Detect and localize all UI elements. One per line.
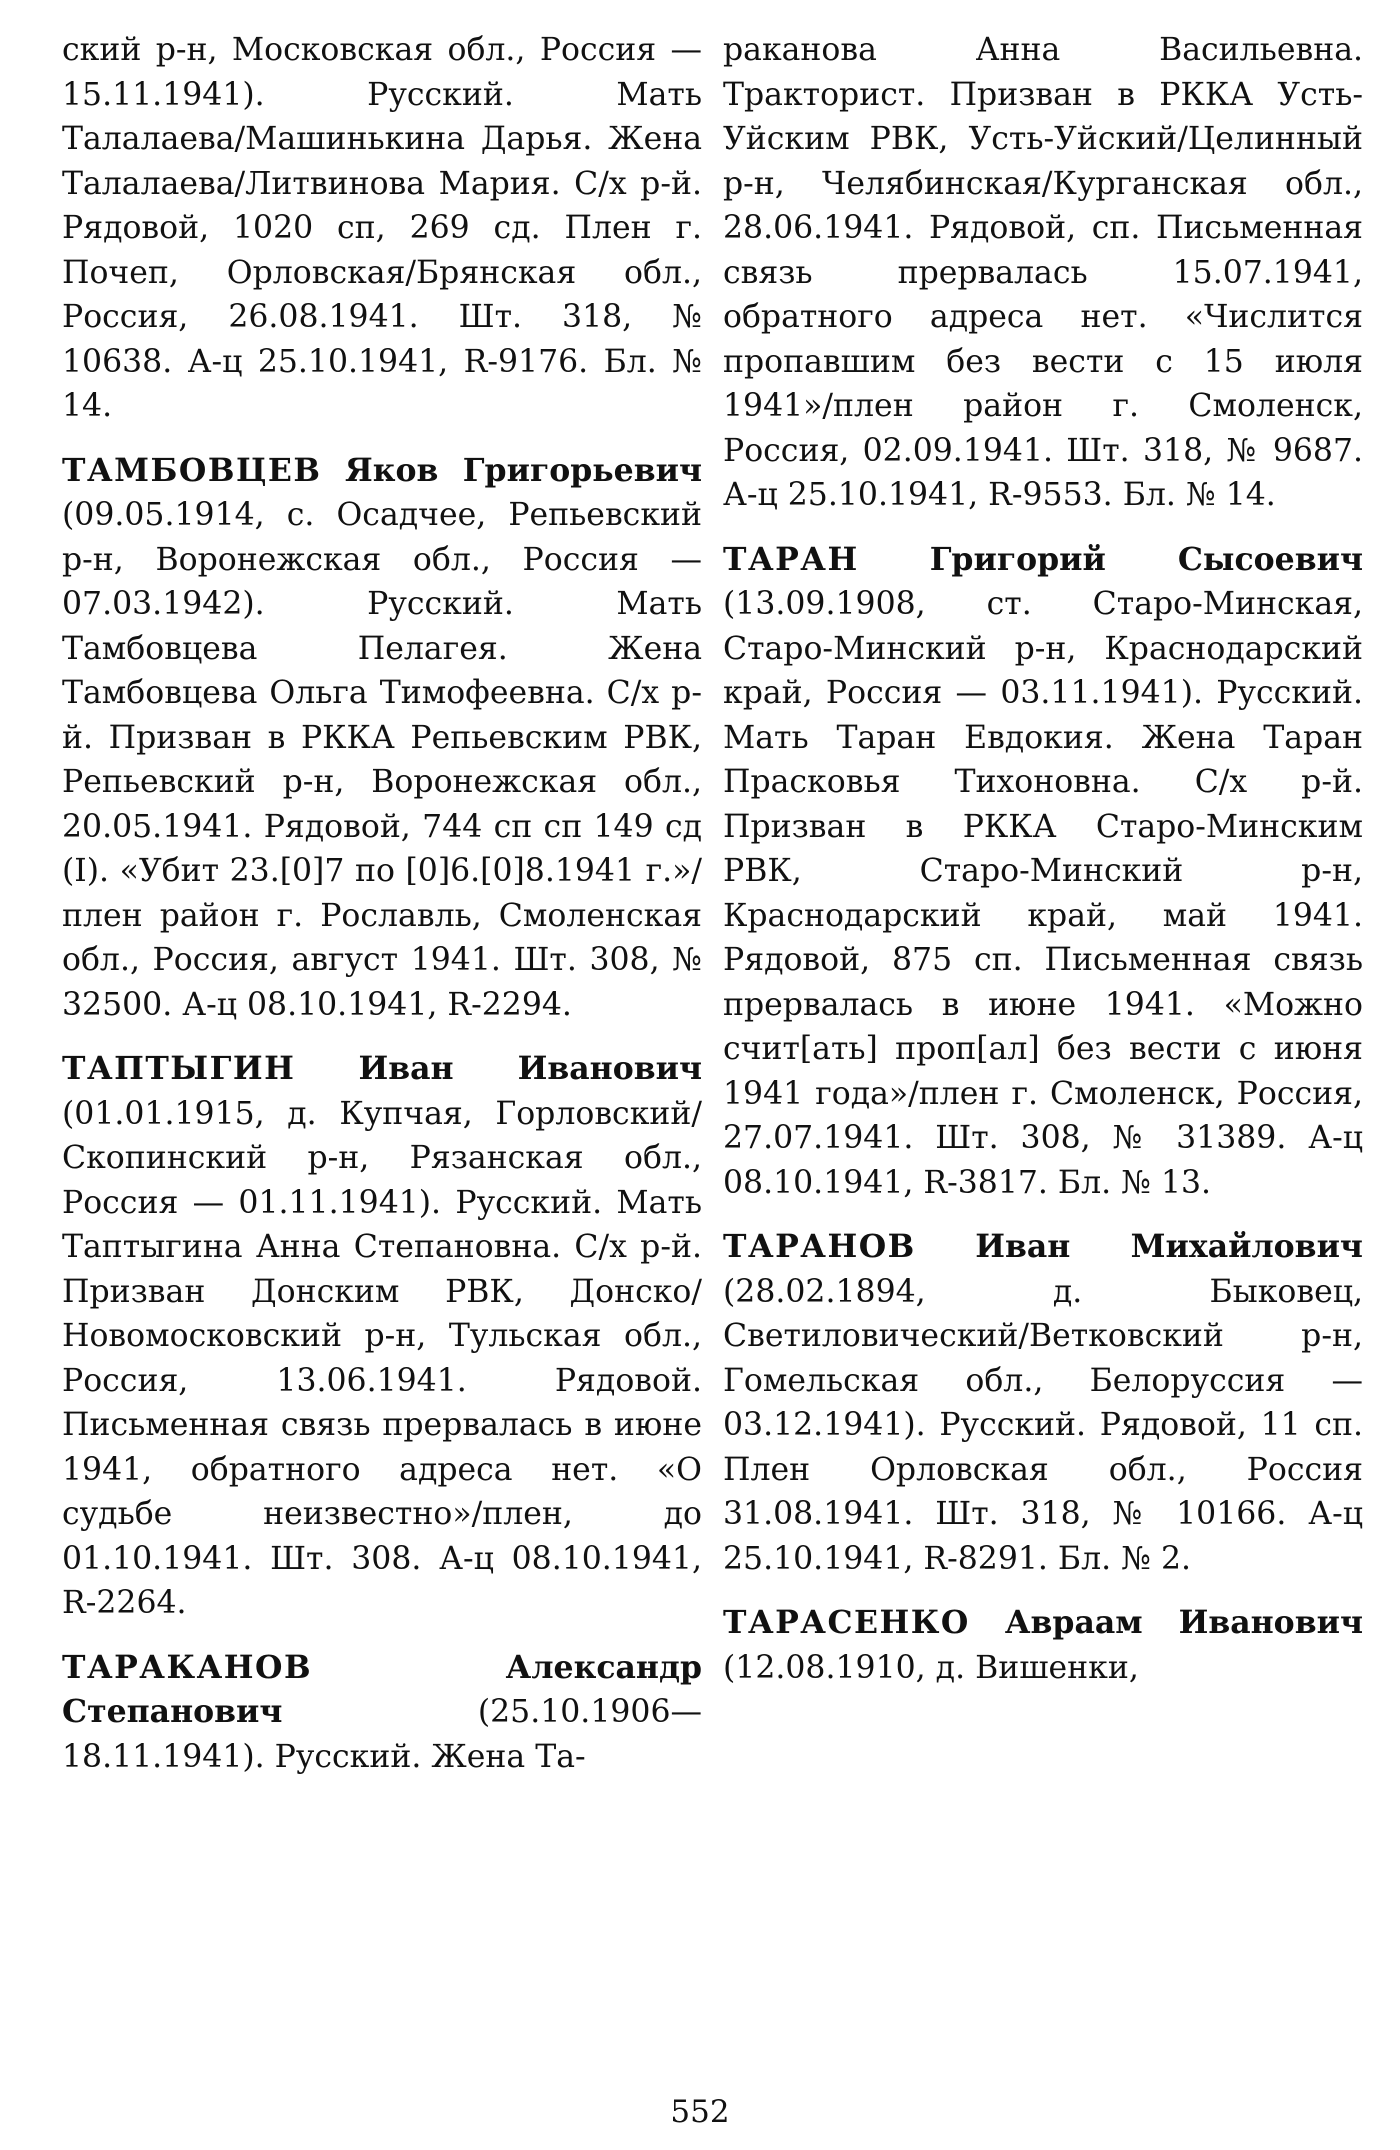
entry-continued-right: [723, 28, 1363, 518]
entry-given-name: Александр Степанович: [62, 1648, 702, 1730]
entry-taran: [723, 538, 1363, 1206]
entry-surname: ТАРАСЕНКО: [723, 1604, 970, 1641]
entry-given-name: Авраам Иванович: [1004, 1604, 1364, 1641]
page-number: 552: [670, 2094, 730, 2130]
entry-surname: ТАРАН: [723, 540, 859, 578]
entry-given-name: Иван Михайлович: [975, 1228, 1363, 1265]
entry-tarasenko: [723, 1601, 1363, 1690]
entry-given-name: Иван Иванович: [358, 1050, 703, 1087]
entry-surname: ТАРАКАНОВ: [62, 1648, 313, 1686]
entry-text: (13.09.1908, ст. Старо-Минская, Старо-Минский р-н, Краснодарский край, Россия — 03.11.1941). Русский. Мать Таран Евдокия. Жена Таран Прасковья Тихоновна. С/х р-й. Призван в РККА Старо-Минским РВК, Старо-Минский р-н, Краснодарский край, май 1941. Рядовой, 875 сп. Письменная связь прервалась в июне 1941. «Можно счит[ать] проп[ал] без вести с июня 1941 года»/плен г. Смоленск, Россия, 27.07.1941. Шт. 308, № 31389. А-ц 08.10.1941, R-3817. Бл. № 13.: [723, 586, 1363, 1201]
entry-text: (01.01.1915, д. Купчая, Горловский/Скопинский р-н, Рязанская обл., Россия — 01.11.1941). Русский. Мать Таптыгина Анна Степановна. С/х р-й. Призван Донским РВК, Донско/Новомосковский р-н, Тульская обл., Россия, 13.06.1941. Рядовой. Письменная связь прервалась в июне 1941, обратного адреса нет. «О судьбе неизвестно»/плен, до 01.10.1941. Шт. 308. А-ц 08.10.1941, R-2264.: [62, 1095, 702, 1621]
left-column: [62, 28, 702, 1799]
entry-surname: ТАПТЫГИН: [62, 1050, 296, 1087]
entry-text: (28.02.1894, д. Быковец, Светиловический/Ветковский р-н, Гомельская обл., Белоруссия — 03.12.1941). Русский. Рядовой, 11 сп. Плен Орловская обл., Россия 31.08.1941. Шт. 318, № 10166. А-ц 25.10.1941, R-8291. Бл. № 2.: [723, 1273, 1363, 1577]
entry-text: ский р-н, Московская обл., Россия — 15.11.1941). Русский. Мать Талалаева/Машинькина Дарья. Жена Талалаева/Литвинова Мария. С/х р-й. Рядовой, 1020 сп, 269 сд. Плен г. Почеп, Орловская/Брянская обл., Россия, 26.08.1941. Шт. 318, № 10638. А-ц 25.10.1941, R-9176. Бл. № 14.: [62, 32, 702, 424]
right-column: [723, 28, 1363, 1710]
entry-text: раканова Анна Васильевна. Тракторист. Призван в РККА Усть-Уйским РВК, Усть-Уйский/Целинный р-н, Челябинская/Курганская обл., 28.06.1941. Рядовой, сп. Письменная связь прервалась 15.07.1941, обратного адреса нет. «Числится пропавшим без вести с 15 июля 1941»/плен район г. Смоленск, Россия, 02.09.1941. Шт. 318, № 9687. А-ц 25.10.1941, R-9553. Бл. № 14.: [723, 32, 1363, 513]
entry-taranov: [723, 1225, 1363, 1581]
entry-text: (09.05.1914, с. Осадчее, Репьевский р-н, Воронежская обл., Россия — 07.03.1942). Русский. Мать Тамбовцева Пелагея. Жена Тамбовцева Ольга Тимофеевна. С/х р-й. Призван в РККА Репьевским РВК, Репьевский р-н, Воронежская обл., 20.05.1941. Рядовой, 744 сп сп 149 сд (I). «Убит 23.[0]7 по [0]6.[0]8.1941 г.»/плен район г. Рославль, Смоленская обл., Россия, август 1941. Шт. 308, № 32500. А-ц 08.10.1941, R-2294.: [62, 497, 702, 1023]
entry-surname: ТАРАНОВ: [723, 1228, 916, 1265]
entry-taptygin: [62, 1047, 702, 1626]
entry-text: (25.10.1906—18.11.1941). Русский. Жена Та-: [62, 1694, 702, 1775]
entry-continued-left: [62, 28, 702, 429]
entry-text: (12.08.1910, д. Вишенки,: [723, 1649, 1139, 1686]
entry-tambovtsev: [62, 449, 702, 1028]
entry-given-name: Григорий Сысоевич: [929, 540, 1364, 578]
entry-tarakanov: [62, 1646, 702, 1780]
entry-surname: ТАМБОВЦЕВ: [62, 451, 322, 489]
entry-given-name: Яков Григорьевич: [344, 451, 703, 489]
